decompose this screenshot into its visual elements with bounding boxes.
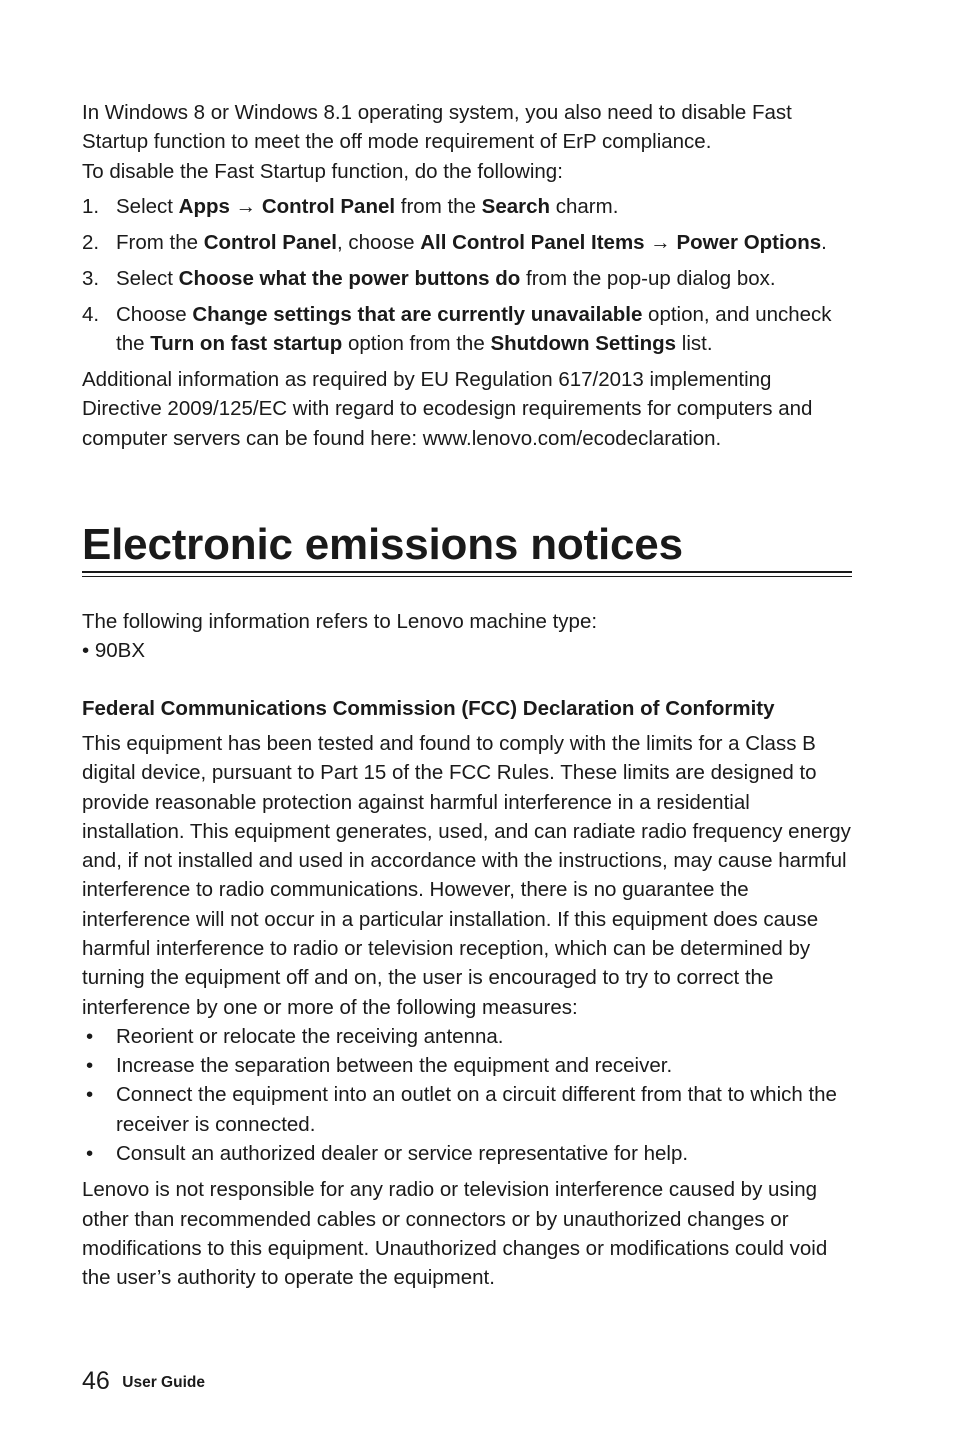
machine-type-intro: The following information refers to Lenovo machine type: bbox=[82, 610, 598, 634]
bullet-glyph: • bbox=[86, 1024, 94, 1048]
list-item: • Reorient or relocate the receiving antenna. bbox=[82, 1022, 854, 1051]
step-number: 4. bbox=[82, 302, 100, 326]
bullet-glyph: • bbox=[86, 1054, 94, 1078]
step-item: 4. Choose Change settings that are currently unavailable option, and uncheck the Turn on fast startup option from the Shutdown Settings list. bbox=[82, 300, 854, 359]
bullet-glyph: • bbox=[86, 1142, 94, 1166]
step-item: 2. From the Control Panel, choose All Control Panel Items → Power Options. bbox=[82, 228, 854, 257]
erp-paragraph-2: To disable the Fast Startup function, do the following: bbox=[82, 159, 563, 183]
interference-measures bbox=[82, 1022, 854, 1168]
erp-paragraph-1: In Windows 8 or Windows 8.1 operating system, you also need to disable Fast Startup function to meet the off mode requirement of ErP compliance. bbox=[82, 101, 792, 154]
fast-startup-steps bbox=[82, 192, 854, 359]
bullet-glyph: • bbox=[86, 1083, 94, 1107]
fcc-heading: Federal Communications Commission (FCC) Declaration of Conformity bbox=[82, 696, 775, 720]
step-item: 1. Select Apps → Control Panel from the Search charm. bbox=[82, 192, 854, 221]
step-number: 3. bbox=[82, 266, 100, 290]
step-item: 3. Select Choose what the power buttons do from the pop-up dialog box. bbox=[82, 264, 854, 293]
list-item: • Increase the separation between the equipment and receiver. bbox=[82, 1051, 854, 1080]
page-footer bbox=[82, 1366, 205, 1396]
heading-rule-thick bbox=[82, 571, 852, 573]
machine-type-item: • 90BX bbox=[82, 639, 146, 663]
closing-paragraph: Lenovo is not responsible for any radio or television interference caused by using other than recommended cables or connectors or by unauthorized changes or modifications to this equipment. Unauthorized changes or modifications could void the user’s authority to operate the equipment. bbox=[82, 1178, 828, 1290]
section-heading: Electronic emissions notices bbox=[82, 520, 683, 570]
page-content bbox=[82, 98, 854, 1293]
page-number: 46 bbox=[82, 1367, 110, 1395]
erp-paragraph-3: Additional information as required by EU Regulation 617/2013 implementing Directive 2009/125/EC with regard to ecodesign requirements for computers and computer servers can be found here: www.lenovo.com/ecodeclaration. bbox=[82, 368, 813, 450]
list-item: • Consult an authorized dealer or service representative for help. bbox=[82, 1139, 854, 1168]
step-number: 2. bbox=[82, 230, 100, 254]
list-item: • Connect the equipment into an outlet on a circuit different from that to which the receiver is connected. bbox=[82, 1080, 854, 1139]
guide-title: User Guide bbox=[122, 1374, 205, 1391]
step-number: 1. bbox=[82, 194, 100, 218]
heading-rule-thin bbox=[82, 576, 852, 577]
fcc-body: This equipment has been tested and found to comply with the limits for a Class B digital device, pursuant to Part 15 of the FCC Rules. These limits are designed to provide reasonable protection against harmful interference in a residential installation. This equipment generates, used, and can radiate radio frequency energy and, if not installed and used in accordance with the instructions, may cause harmful interference to radio communications. However, there is no guarantee the interference will not occur in a particular installation. If this equipment does cause harmful interference to radio or television reception, which can be determined by turning the equipment off and on, the user is encouraged to try to correct the interference by one or more of the following measures: bbox=[82, 731, 851, 1019]
